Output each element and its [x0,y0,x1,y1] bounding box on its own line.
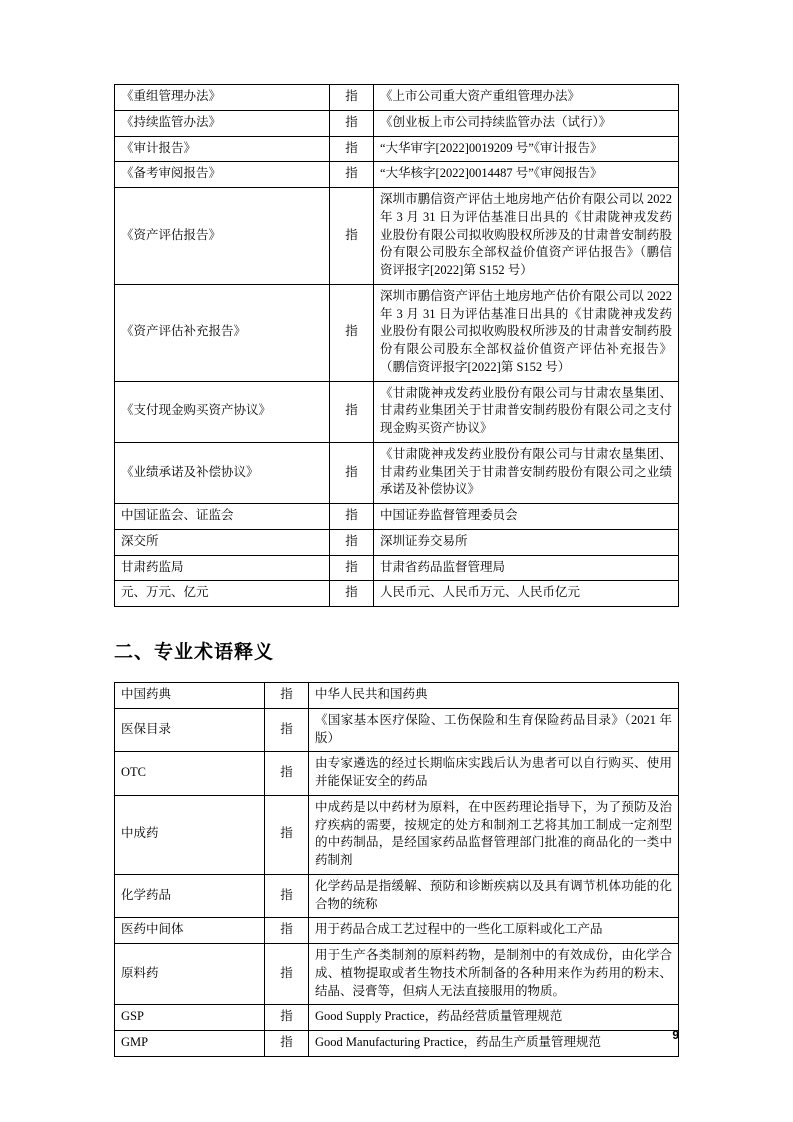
means-cell: 指 [330,85,374,111]
means-cell: 指 [265,683,309,709]
table-row [115,581,679,607]
table-row [115,1031,679,1057]
definition-cell: 用于药品合成工艺过程中的一些化工原料或化工产品 [309,918,679,944]
definition-cell: 化学药品是指缓解、预防和诊断疾病以及具有调节机体功能的化合物的统称 [309,874,679,918]
table-row [115,874,679,918]
means-cell: 指 [330,381,374,442]
definition-cell: 中国证券监督管理委员会 [374,504,679,530]
table-row [115,918,679,944]
definition-cell: “大华核字[2022]0014487 号”《审阅报告》 [374,162,679,188]
means-cell: 指 [265,1031,309,1057]
term-cell: 中国证监会、证监会 [115,504,330,530]
term-cell: 甘肃药监局 [115,555,330,581]
definitions-table-two [114,682,679,1057]
definition-cell: Good Manufacturing Practice，药品生产质量管理规范 [309,1031,679,1057]
table-row [115,442,679,503]
page-number: 9 [672,1028,679,1042]
means-cell: 指 [330,284,374,381]
means-cell: 指 [265,1005,309,1031]
definition-cell: 中华人民共和国药典 [309,683,679,709]
table-row [115,944,679,1005]
term-cell: 《业绩承诺及补偿协议》 [115,442,330,503]
definition-cell: 《创业板上市公司持续监管办法（试行）》 [374,110,679,136]
means-cell: 指 [330,110,374,136]
means-cell: 指 [265,708,309,752]
definition-cell: 由专家遴选的经过长期临床实践后认为患者可以自行购买、使用并能保证安全的药品 [309,752,679,796]
means-cell: 指 [330,529,374,555]
term-cell: 中成药 [115,795,265,874]
term-cell: GSP [115,1005,265,1031]
term-cell: 医药中间体 [115,918,265,944]
term-cell: OTC [115,752,265,796]
term-cell: 元、万元、亿元 [115,581,330,607]
means-cell: 指 [330,188,374,285]
table-row [115,162,679,188]
means-cell: 指 [330,555,374,581]
means-cell: 指 [265,795,309,874]
term-cell: 化学药品 [115,874,265,918]
table-row [115,136,679,162]
definition-cell: 深圳市鹏信资产评估土地房地产估价有限公司以 2022 年 3 月 31 日为评估基准日出具的《甘肃陇神戎发药业股份有限公司拟收购股权所涉及的甘肃普安制药股份有限公司股东全部权益价值资产评估报告》（鹏信资评报字[2022]第 S152 号） [374,188,679,285]
definition-cell: 中成药是以中药材为原料，在中医药理论指导下，为了预防及治疗疾病的需要，按规定的处方和制剂工艺将其加工制成一定剂型的中药制品，是经国家药品监督管理部门批准的商品化的一类中药制剂 [309,795,679,874]
page-content [114,84,679,1057]
table-one-body [115,85,679,607]
definition-cell: 《甘肃陇神戎发药业股份有限公司与甘肃农垦集团、甘肃药业集团关于甘肃普安制药股份有限公司之业绩承诺及补偿协议》 [374,442,679,503]
definition-cell: “大华审字[2022]0019209 号”《审计报告》 [374,136,679,162]
definition-cell: 《国家基本医疗保险、工伤保险和生育保险药品目录》（2021 年版） [309,708,679,752]
means-cell: 指 [265,944,309,1005]
definition-cell: 《上市公司重大资产重组管理办法》 [374,85,679,111]
means-cell: 指 [330,136,374,162]
table-row [115,85,679,111]
term-cell: 深交所 [115,529,330,555]
means-cell: 指 [265,874,309,918]
definition-cell: 深圳证券交易所 [374,529,679,555]
term-cell: 《持续监管办法》 [115,110,330,136]
means-cell: 指 [265,752,309,796]
table-row [115,381,679,442]
table-row [115,529,679,555]
table-row [115,752,679,796]
definition-cell: 人民币元、人民币万元、人民币亿元 [374,581,679,607]
term-cell: 原料药 [115,944,265,1005]
term-cell: 中国药典 [115,683,265,709]
table-row [115,504,679,530]
term-cell: 《支付现金购买资产协议》 [115,381,330,442]
table-row [115,188,679,285]
term-cell: 《资产评估补充报告》 [115,284,330,381]
means-cell: 指 [265,918,309,944]
table-row [115,795,679,874]
section-heading: 二、专业术语释义 [114,642,275,663]
table-two-body [115,683,679,1057]
table-row [115,1005,679,1031]
term-cell: 《审计报告》 [115,136,330,162]
term-cell: 《备考审阅报告》 [115,162,330,188]
means-cell: 指 [330,581,374,607]
term-cell: 医保目录 [115,708,265,752]
table-row [115,555,679,581]
definition-cell: Good Supply Practice，药品经营质量管理规范 [309,1005,679,1031]
means-cell: 指 [330,162,374,188]
definition-cell: 用于生产各类制剂的原料药物，是制剂中的有效成份，由化学合成、植物提取或者生物技术所制备的各种用来作为药用的粉末、结晶、浸膏等，但病人无法直接服用的物质。 [309,944,679,1005]
definition-cell: 深圳市鹏信资产评估土地房地产估价有限公司以 2022 年 3 月 31 日为评估基准日出具的《甘肃陇神戎发药业股份有限公司拟收购股权所涉及的甘肃普安制药股份有限公司股东全部权益价值资产评估补充报告》（鹏信资评报字[2022]第 S152 号） [374,284,679,381]
table-row [115,708,679,752]
table-row [115,110,679,136]
definition-cell: 甘肃省药品监督管理局 [374,555,679,581]
term-cell: GMP [115,1031,265,1057]
means-cell: 指 [330,442,374,503]
means-cell: 指 [330,504,374,530]
definitions-table-one [114,84,679,607]
term-cell: 《重组管理办法》 [115,85,330,111]
table-row [115,284,679,381]
definition-cell: 《甘肃陇神戎发药业股份有限公司与甘肃农垦集团、甘肃药业集团关于甘肃普安制药股份有限公司之支付现金购买资产协议》 [374,381,679,442]
table-row [115,683,679,709]
term-cell: 《资产评估报告》 [115,188,330,285]
